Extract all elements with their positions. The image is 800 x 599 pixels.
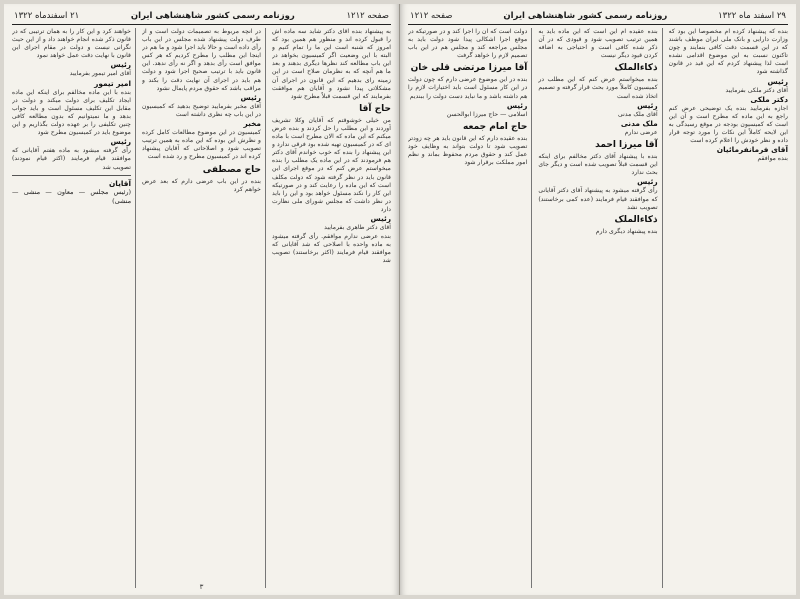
left-col3-paragraph: خواهند کرد و این کار را به همان ترتیبی که در قانون ذکر شده انجام خواهند داد و از این حیث نگرانی نیست و دولت در مقام اجرای این قانون با نهایت دقت عمل خواهد نمود bbox=[12, 28, 131, 60]
right-col2-speaker: ملک مدنی bbox=[620, 118, 658, 128]
right-col3-speaker: رئیس bbox=[506, 100, 528, 110]
right-col3-paragraph: اسلامی — حاج میرزا ابوالحسن bbox=[446, 110, 528, 118]
right-col1-paragraph: آقای دکتر ملکی بفرمایید bbox=[725, 86, 788, 94]
right-page-columns bbox=[408, 28, 788, 588]
left-page bbox=[4, 4, 400, 595]
right-col-2 bbox=[538, 28, 662, 588]
right-col2-paragraph: آقای ملک مدنی bbox=[617, 110, 658, 118]
left-col3-speaker: رئیس bbox=[110, 137, 131, 147]
signature-block bbox=[12, 179, 131, 206]
right-col1-speaker: رئیس bbox=[767, 76, 788, 86]
left-col2-paragraph: بنده در این باب عرضی دارم که بعد عرض خواهم کرد bbox=[142, 177, 261, 193]
right-col1-speaker: آقای فرمانفرمائیان bbox=[716, 145, 788, 155]
right-col2-paragraph: بنده میخواستم عرض کنم که این مطلب در کمیسیون کاملاً مورد بحث قرار گرفته و تصمیم اتخاذ شده است bbox=[538, 76, 658, 100]
left-col1-paragraph: بنده عرضی ندارم موافقم. رأی گرفته میشود به ماده واحده با اصلاحی که شد آقایانی که موافقند قیام فرمایند (اکثر برخاستند) تصویب شد bbox=[272, 233, 391, 265]
left-col3-paragraph: بنده با این ماده مخالفم برای اینکه این ماده ایجاد تکلیف برای دولت میکند و دولت در مقابل این تکلیف مسئول است و باید جواب بدهد و ما نمیتوانیم که بدون مطالعه کافی چنین تکلیفی را بر عهده دولت بگذاریم و این موضوع باید در کمیسیون مطرح شود bbox=[12, 88, 131, 137]
left-col-3 bbox=[12, 28, 136, 588]
left-page-footer-number: ۳ bbox=[199, 583, 204, 591]
right-col2-speaker: رئیس bbox=[637, 177, 658, 187]
right-col2-speaker: ذکاءالملک bbox=[614, 63, 658, 74]
left-col2-speaker: حاج مصطفی bbox=[202, 164, 261, 175]
right-col3-paragraph: بنده در این موضوع عرضی دارم که چون دولت در این کار مسئول است باید اختیارات لازم را هم داشته باشد و ما نباید دست دولت را ببندیم bbox=[408, 76, 528, 100]
right-col1-paragraph: اجازه بفرمایید بنده یک توضیحی عرض کنم راجع به این ماده که مطرح است و آن این است که کمیسیون بودجه در موقع رسیدگی به این لایحه کاملاً این نکات را مورد توجه قرار داده و نظر خودش را اعلام کرده است bbox=[668, 104, 788, 145]
right-col1-paragraph: بنده موافقم bbox=[757, 155, 788, 163]
left-col1-speaker: حاج آقا bbox=[359, 103, 391, 114]
left-col-2 bbox=[142, 28, 266, 588]
signature-title: آقایان bbox=[108, 178, 131, 188]
divider bbox=[12, 175, 131, 176]
newspaper-spread bbox=[4, 4, 796, 595]
right-page-date: ۲۹ اسفند ماه ۱۳۲۲ bbox=[718, 11, 786, 21]
left-col1-speaker: رئیس bbox=[370, 213, 391, 223]
right-page-header bbox=[408, 10, 788, 25]
right-col2-paragraph: عرضی ندارم bbox=[624, 128, 658, 136]
right-col1-speaker: دکتر ملکی bbox=[750, 94, 788, 104]
right-page-title: روزنامه رسمی کشور شاهنشاهی ایران bbox=[503, 11, 668, 21]
left-page-columns bbox=[12, 28, 391, 588]
right-col2-paragraph: رأی گرفته میشود به پیشنهاد آقای دکتر آقایانی که موافقند قیام فرمایند (عده کمی برخاستند) تصویب نشد bbox=[538, 187, 658, 211]
right-page bbox=[400, 4, 796, 595]
right-col3-paragraph: بنده عقیده دارم که این قانون باید هر چه زودتر تصویب شود تا دولت بتواند به وظایف خود عمل کند و حقوق مردم محفوظ بماند و نظم امور مملکت برقرار شود bbox=[408, 134, 528, 167]
left-col1-paragraph: به پیشنهاد بنده آقای دکتر شاید سه ماده اش را قبول کرده اند و منظور هم همین بود که امروز که شنبه است این ما را تمام کنیم و البته با این وضعیت اگر کمیسیون بخواهد در این باب مطالعه کند نظرها دیگری بدهند و بعد ما هم آنچه که به نظرمان صلاح است در این زمینه رای بدهیم که این قانون در اجرای آن مشکلاتی پیدا نشود و آقایان هم موافقت بفرمایند که این قسمت قبلاً مطرح شود bbox=[272, 28, 391, 100]
right-col1-paragraph: بنده که پیشنهاد کرده ام مخصوصاً این بود که وزارت دارایی و بانک ملی ایران موظف باشند که در این قسمت دقت کافی بنمایند و چون تاکنون نسبت به این موضوع اقدامی نشده است لذا پیشنهاد کردم که این قید در قانون گذاشته شود bbox=[668, 28, 788, 76]
left-col2-paragraph: آقای مخبر بفرمایید توضیح بدهید که کمیسیون در این باب چه نظری داشته است bbox=[142, 102, 261, 118]
left-col1-paragraph: من خیلی خوشوقتم که آقایان وکلا تشریف آوردند و این مطلب را حل کردند و بنده عرض میکنم که این ماده که الان مطرح است با ماده ای که در کمیسیون تهیه شده بود فرقی ندارد و این پیشنهاد را بنده که خوب خواندم آقای دکتر هم فرمودند که در این ماده یک مطلب را بنده میخواستم عرض کنم که در موقع اجرای این قانون باید در نظر گرفته شود که دولت مکلف است که این ماده را رعایت کند و در صورتیکه این کار را نکند مسئول خواهد بود و این را باید در نظر داشت که مجلس شورای ملی نظارت دارد bbox=[272, 116, 391, 213]
left-col3-paragraph: آقای امیر تیمور بفرمایید bbox=[69, 70, 131, 78]
right-col-3 bbox=[408, 28, 532, 588]
right-col-1 bbox=[669, 28, 788, 588]
right-col2-speaker: رئیس bbox=[637, 100, 658, 110]
left-col3-speaker: رئیس bbox=[110, 60, 131, 70]
right-col2-speaker: آقا میرزا احمد bbox=[595, 140, 658, 151]
right-col2-speaker: ذکاءالملک bbox=[614, 214, 658, 225]
right-page-label: صفحه ۱۲۱۲ bbox=[410, 11, 453, 21]
right-col3-paragraph: دولت است که آن را اجرا کند و در صورتیکه در موقع اجرا اشکالی پیدا شود دولت باید به مجلس مراجعه کند و مجلس هم در این باب تصمیم لازم را خواهد گرفت bbox=[408, 28, 528, 60]
right-col3-speaker: حاج امام جمعه bbox=[463, 121, 528, 132]
right-col2-paragraph: بنده با پیشنهاد آقای دکتر مخالفم برای اینکه این قسمت قبلاً تصویب شده است و دیگر جای بحث ندارد bbox=[538, 153, 658, 177]
signature-names: (رئیس مجلس — معاون — منشی — منشی) bbox=[12, 187, 131, 205]
left-col2-speaker: مخبر bbox=[243, 119, 261, 129]
right-col2-paragraph: بنده پیشنهاد دیگری دارم bbox=[595, 227, 658, 235]
left-col3-paragraph: رأی گرفته میشود به ماده هفتم آقایانی که موافقند قیام فرمایند (اکثر قیام نمودند) تصویب شد bbox=[12, 147, 131, 171]
left-col-1 bbox=[272, 28, 391, 588]
left-col2-paragraph: در آنچه مربوط به تصمیمات دولت است و از طرف دولت پیشنهاد شده مجلس در این باب رأی داده است و حالا باید اجرا شود و ما هم در اینجا این مطلب را مطرح کردیم که هر کس موافق است رأی بدهد و اگر نه رأی ندهد. این قانون باید با ترتیب صحیح اجرا شود و دولت هم باید در اجرای آن نهایت دقت را بکند و مراقب باشد که حقوق مردم پایمال نشود bbox=[142, 28, 261, 92]
left-page-header bbox=[12, 10, 391, 25]
left-col3-speaker: امیر تیمور bbox=[94, 78, 131, 88]
left-col1-paragraph: آقای دکتر طاهری بفرمایید bbox=[324, 224, 391, 232]
left-page-title: روزنامه رسمی کشور شاهنشاهی ایران bbox=[130, 11, 295, 21]
left-page-date: ۲۱ اسفندماه ۱۳۲۲ bbox=[14, 11, 80, 21]
right-col3-speaker: آقا میرزا مرتضی قلی خان bbox=[410, 63, 528, 74]
left-col2-speaker: رئیس bbox=[240, 92, 261, 102]
left-col2-paragraph: کمیسیون در این موضوع مطالعات کامل کرده و نظرش این بوده که این ماده به همین ترتیب تصویب شود و اصلاحاتی که آقایان پیشنهاد کرده اند در کمیسیون مطرح و رد شده است bbox=[142, 129, 261, 161]
left-page-label: صفحه ۱۲۱۲ bbox=[346, 11, 389, 21]
right-col2-paragraph: بنده عقیده ام این است که این ماده باید به همین ترتیب تصویب شود و قیودی که در آن ذکر شده کافی است و احتیاجی به اضافه کردن قیود دیگر نیست bbox=[538, 28, 658, 60]
